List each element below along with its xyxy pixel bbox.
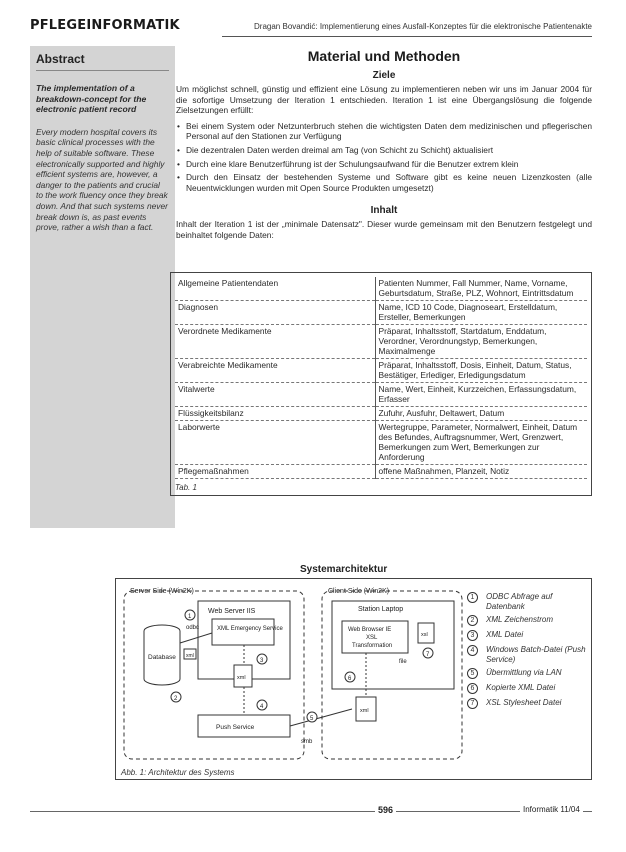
callout-4-label: 4 bbox=[260, 704, 264, 710]
legend-text: Kopierte XML Datei bbox=[486, 683, 556, 693]
file-label: file bbox=[399, 659, 407, 665]
table-row bbox=[175, 421, 587, 465]
architecture-heading: Systemarchitektur bbox=[300, 564, 388, 575]
table-cell-content: Zufuhr, Ausfuhr, Deltawert, Datum bbox=[375, 407, 587, 421]
browser-label-2: XSL bbox=[366, 635, 378, 641]
running-header: Dragan Bovandić: Implementierung eines Ausfall-Konzeptes für die elektronische Patientenakte bbox=[254, 22, 592, 31]
list-item: • Durch eine klare Benutzerführung ist der Schulungsaufwand für die Benutzer extrem klein bbox=[176, 159, 592, 170]
table-cell-category: Diagnosen bbox=[175, 301, 375, 325]
legend-text: Übermittlung via LAN bbox=[486, 668, 562, 678]
smb-label: smb bbox=[301, 739, 313, 745]
abstract-heading: Abstract bbox=[36, 52, 169, 71]
browser-label-1: Web Browser IE bbox=[348, 627, 392, 633]
table-cell-category: Allgemeine Patientendaten bbox=[175, 277, 375, 301]
odbc-label: odbc bbox=[186, 625, 200, 631]
table-row bbox=[175, 465, 587, 479]
xml-badge-label: xml bbox=[186, 653, 194, 659]
table-cell-content: Präparat, Inhaltsstoff, Dosis, Einheit, Datum, Status, Bestätiger, Erlediger, Erledigungsdatum bbox=[375, 359, 587, 383]
abstract-sidebar bbox=[30, 46, 175, 528]
xml-service-box bbox=[212, 619, 274, 645]
table-caption: Tab. 1 bbox=[175, 483, 197, 492]
table-cell-category: Verabreichte Medikamente bbox=[175, 359, 375, 383]
legend-number: 4 bbox=[467, 645, 478, 656]
client-xml-file-label: xml bbox=[360, 708, 369, 714]
legend-item bbox=[467, 630, 592, 641]
table-cell-category: Vitalwerte bbox=[175, 383, 375, 407]
legend-number: 3 bbox=[467, 630, 478, 641]
table-cell-category: Pflegemaßnahmen bbox=[175, 465, 375, 479]
legend-number: 6 bbox=[467, 683, 478, 694]
inhalt-heading: Inhalt bbox=[370, 205, 398, 217]
header-rule bbox=[222, 36, 592, 37]
table-row bbox=[175, 383, 587, 407]
table-cell-category: Flüssigkeitsbilanz bbox=[175, 407, 375, 421]
ziele-list bbox=[176, 121, 592, 194]
list-item: • Bei einem System oder Netzunterbruch stehen die wichtigsten Daten dem medizinischen und pflegerischen Personal auf den Stationen zur Verfügung bbox=[176, 121, 592, 142]
data-table bbox=[175, 277, 587, 479]
architecture-legend bbox=[467, 592, 592, 713]
browser-label-3: Transformation bbox=[352, 643, 393, 649]
table-cell-content: offene Maßnahmen, Planzeit, Notiz bbox=[375, 465, 587, 479]
legend-item bbox=[467, 698, 592, 709]
web-server-label: Web Server IIS bbox=[208, 608, 256, 615]
callout-5-label: 5 bbox=[310, 716, 314, 722]
push-service-label: Push Service bbox=[216, 724, 255, 731]
legend-text: ODBC Abfrage auf Datenbank bbox=[486, 592, 553, 611]
legend-number: 1 bbox=[467, 592, 478, 603]
list-item: • Die dezentralen Daten werden dreimal am Tag (von Schicht zu Schicht) aktualisiert bbox=[176, 145, 592, 156]
ziele-heading: Ziele bbox=[372, 70, 396, 81]
legend-number: 7 bbox=[467, 698, 478, 709]
brand-title: PFLEGEINFORMATIK bbox=[30, 18, 180, 33]
legend-text: XML Datei bbox=[486, 630, 524, 640]
legend-number: 5 bbox=[467, 668, 478, 679]
database-icon-label: Database bbox=[148, 654, 176, 661]
server-side-label: Server Side (Win2K) bbox=[130, 588, 194, 595]
abstract-body: Every modern hospital covers its basic clinical processes with the help of suitable software. These electronically supported and highly efficient systems are, however, a danger to the patients and crucial to the work fluency once they break down. And that such systems never break down is, as past events prove, rather a wish than a fact. bbox=[36, 126, 168, 233]
ziele-intro: Um möglichst schnell, günstig und effizient eine Lösung zu implementieren neben wir uns im Januar 2004 für die sofortige Umsetzung der Iteration 1 entschieden. Iteration 1 ist eine Übergangslösung die folgende Zielsetzungen erfüllt: bbox=[176, 84, 592, 116]
table-row bbox=[175, 277, 587, 301]
callout-1-label: 1 bbox=[188, 614, 192, 620]
xsl-file-label: xsl bbox=[421, 632, 428, 638]
lan-transfer-line bbox=[290, 709, 352, 726]
legend-item bbox=[467, 668, 592, 679]
abstract-lead: The implementation of a breakdown-concept for the electronic patient record bbox=[36, 83, 147, 115]
list-item: • Durch den Einsatz der bestehenden Systeme und Software gibt es keine neuen Lizenzkosten (alle Neuentwicklungen wurden mit Open Source Produkten umgesetzt) bbox=[176, 172, 592, 193]
footer-rule bbox=[30, 811, 592, 812]
xml-service-label: XML Emergency Service bbox=[217, 626, 283, 632]
station-laptop-label: Station Laptop bbox=[358, 606, 404, 613]
table-cell-category: Laborwerte bbox=[175, 421, 375, 465]
table-cell-category: Verordnete Medikamente bbox=[175, 325, 375, 359]
table-cell-content: Präparat, Inhaltsstoff, Startdatum, Enddatum, Verordner, Verordnungstyp, Bemerkungen, Maximalmenge bbox=[375, 325, 587, 359]
legend-number: 2 bbox=[467, 615, 478, 626]
server-xml-file-label: xml bbox=[237, 675, 246, 681]
client-side-frame bbox=[322, 591, 462, 759]
table-cell-content: Name, Wert, Einheit, Kurzzeichen, Erfassungsdatum, Erfasser bbox=[375, 383, 587, 407]
page-number: 596 bbox=[375, 805, 396, 815]
legend-item bbox=[467, 645, 592, 664]
table-row bbox=[175, 359, 587, 383]
journal-issue: Informatik 11/04 bbox=[520, 805, 583, 814]
callout-2-label: 2 bbox=[174, 696, 178, 702]
legend-text: Windows Batch-Datei (Push Service) bbox=[486, 645, 586, 664]
callout-6-label: 6 bbox=[348, 676, 352, 682]
callout-7-label: 7 bbox=[426, 652, 430, 658]
main-column bbox=[176, 46, 592, 241]
figure-caption: Abb. 1: Architektur des Systems bbox=[121, 768, 235, 777]
legend-item bbox=[467, 683, 592, 694]
table-row bbox=[175, 325, 587, 359]
table-cell-content: Wertegruppe, Parameter, Normalwert, Einheit, Datum des Befundes, Auftragsnummer, Wert, Grenzwert, Bemerkungen zum Wert, Bemerkungen zur Anforderung bbox=[375, 421, 587, 465]
inhalt-text: Inhalt der Iteration 1 ist der „minimale Datensatz". Dieser wurde gemeinsam mit den Benutzern festgelegt und beinhaltet folgende Daten: bbox=[176, 219, 592, 240]
legend-text: XSL Stylesheet Datei bbox=[486, 698, 562, 708]
legend-text: XML Zeichenstrom bbox=[486, 615, 553, 625]
table-cell-content: Name, ICD 10 Code, Diagnoseart, Erstelldatum, Ersteller, Bemerkungen bbox=[375, 301, 587, 325]
table-row bbox=[175, 407, 587, 421]
table-row bbox=[175, 301, 587, 325]
section-title: Material und Methoden bbox=[307, 48, 461, 64]
data-table-box bbox=[170, 272, 592, 496]
table-cell-content: Patienten Nummer, Fall Nummer, Name, Vorname, Geburtsdatum, Straße, PLZ, Wohnort, Eintrittsdatum bbox=[375, 277, 587, 301]
odbc-connector bbox=[180, 633, 212, 643]
legend-item bbox=[467, 592, 592, 611]
callout-3-label: 3 bbox=[260, 658, 264, 664]
client-side-label: Client Side (Win2K) bbox=[328, 588, 390, 595]
legend-item bbox=[467, 615, 592, 626]
